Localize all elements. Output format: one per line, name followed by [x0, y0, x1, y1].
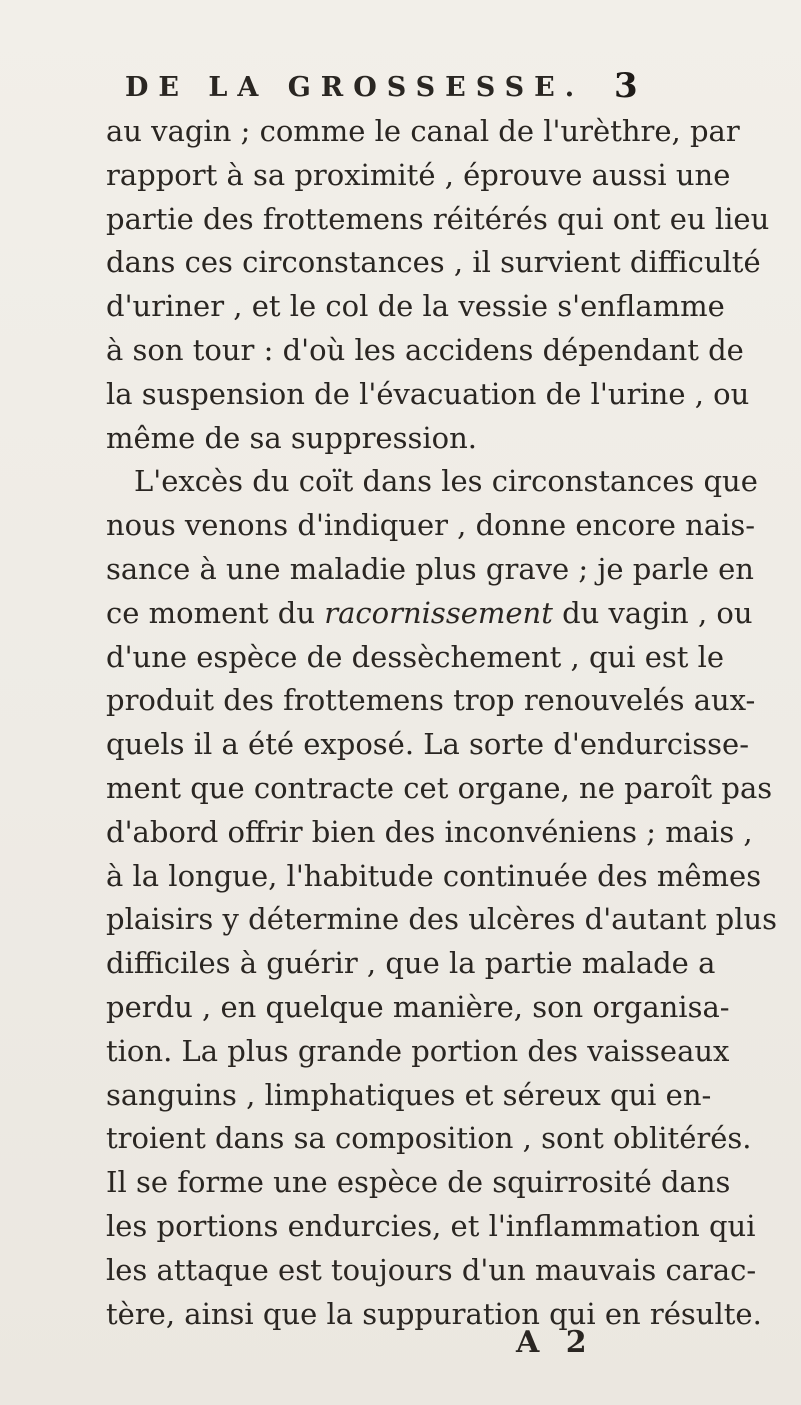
text-line: les attaque est toujours d'un mauvais carac- — [106, 1252, 757, 1287]
text-line: d'une espèce de dessèchement , qui est le — [106, 639, 725, 674]
text-line: Il se forme une espèce de squirrosité dans — [106, 1165, 731, 1200]
text-line: sance à une maladie plus grave ; je parle en — [106, 551, 754, 586]
text-line: L'excès du coït dans les circonstances que — [134, 464, 758, 499]
text-line: au vagin ; comme le canal de l'urèthre, par — [106, 114, 740, 148]
page-number: 3 — [614, 66, 638, 106]
body-text — [106, 110, 778, 1336]
text-line: ment que contracte cet organe, ne paroît pas — [106, 770, 773, 805]
signature-mark: A 2 — [516, 1325, 595, 1360]
text-line: perdu , en quelque manière, son organisa- — [106, 989, 730, 1024]
text-line: d'uriner , et le col de la vessie s'enflamme — [106, 289, 725, 324]
text-segment: ce moment du — [106, 595, 325, 630]
text-line: la suspension de l'évacuation de l'urine , ou — [106, 376, 750, 411]
text-line: troient dans sa composition , sont oblitérés. — [106, 1121, 752, 1156]
text-line: nous venons d'indiquer , donne encore nais- — [106, 508, 756, 543]
text-line: dans ces circonstances , il survient difficulté — [106, 245, 761, 280]
text-line-with-italic — [106, 592, 753, 636]
text-line: plaisirs y détermine des ulcères d'autant plus — [106, 902, 778, 937]
text-segment: du vagin , ou — [552, 595, 753, 630]
text-line: partie des frottemens réitérés qui ont eu lieu — [106, 201, 770, 236]
text-line: produit des frottemens trop renouvelés aux- — [106, 683, 756, 718]
italic-term: racornissement — [324, 595, 553, 630]
running-header: DE LA GROSSESSE. — [125, 72, 585, 103]
text-line: quels il a été exposé. La sorte d'endurcisse- — [106, 727, 749, 762]
text-line: sanguins , limphatiques et séreux qui en- — [106, 1077, 712, 1112]
text-line: à la longue, l'habitude continuée des mêmes — [106, 858, 762, 893]
text-line: difficiles à guérir , que la partie malade a — [106, 946, 716, 981]
text-line: d'abord offrir bien des inconvéniens ; mais , — [106, 814, 753, 849]
text-line: tère, ainsi que la suppuration qui en résulte. — [106, 1296, 762, 1331]
text-line-paragraph-end: même de sa suppression. — [106, 420, 477, 455]
text-line: tion. La plus grande portion des vaisseaux — [106, 1033, 730, 1068]
text-line: les portions endurcies, et l'inflammation qui — [106, 1208, 756, 1243]
text-line: rapport à sa proximité , éprouve aussi une — [106, 157, 731, 192]
text-line: à son tour : d'où les accidens dépendant de — [106, 332, 744, 367]
